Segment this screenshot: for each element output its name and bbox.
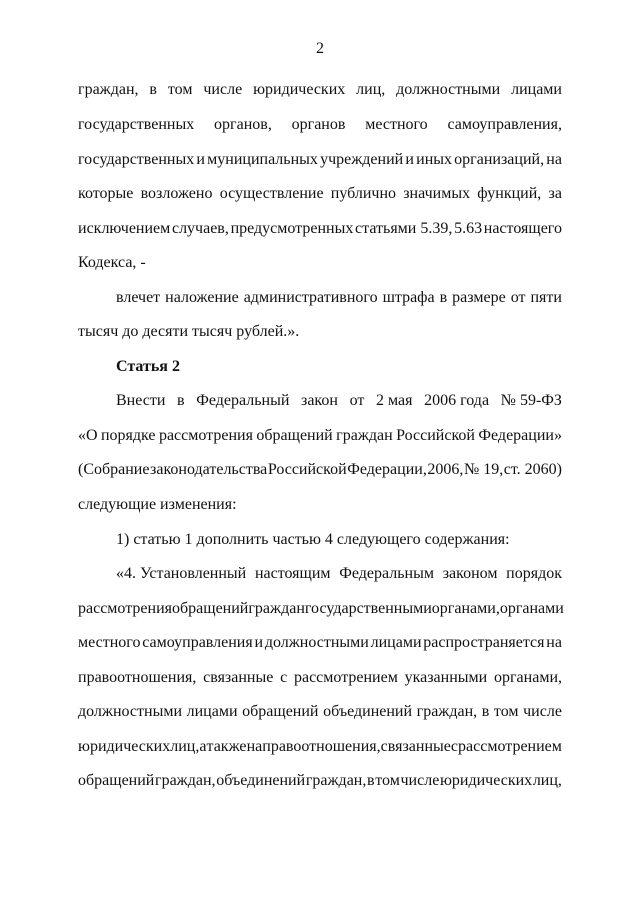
text-line [78,426,562,446]
word: порядке [100,427,156,444]
word: должностными [78,703,183,720]
word: на [246,738,263,755]
word: закон [301,392,338,409]
word: исключением [78,220,171,237]
text-line [78,219,562,239]
word: лицами [511,81,562,98]
word: Федеральный [196,392,290,409]
text-line [78,460,562,480]
word: граждан, [78,81,139,98]
word: на [546,634,562,651]
word: самоуправления, [447,116,562,133]
word: органами, [431,600,500,617]
word: законом [442,565,498,582]
page-number: 2 [316,40,324,57]
text-line [116,564,562,584]
word: случаев, [171,220,229,237]
word: обращений [256,427,333,444]
word: № 59-ФЗ [500,392,562,409]
word: связанные [203,669,274,686]
word: лицами [186,703,238,720]
word: самоуправления [142,634,253,651]
word: порядок [506,565,562,582]
word: граждан, [155,772,216,789]
word: обращений [172,600,249,617]
word: предусмотренных [230,220,354,237]
text-line: тысяч до десяти тысяч рублей.». [78,323,300,340]
word: а [199,738,207,755]
word: том [375,772,400,789]
word: административного [243,289,378,306]
text-line [78,633,562,653]
word: иных [416,151,452,168]
word: от [349,392,365,409]
word: правоотношения, [78,669,197,686]
text-line [78,737,562,757]
text-line [78,184,562,204]
word: органов, [214,116,272,133]
word: должностными [396,81,501,98]
word: числе [523,703,562,720]
word: в [149,81,157,98]
text-line [78,702,562,722]
word: граждан, [305,772,367,789]
word: граждан [248,600,305,617]
word: должностными [264,634,369,651]
word: настоящим [254,565,331,582]
text-line [78,150,562,170]
word: и [405,151,414,168]
word: ст. 2060) [503,461,562,478]
word: лиц, [170,738,200,755]
word: Российской [396,427,475,444]
word: с [280,669,288,686]
word: от [510,289,526,306]
word: в [481,703,490,720]
word: лиц, [532,772,562,789]
word: на [546,151,562,168]
word: осуществление [219,185,324,202]
word: рассмотрением [293,669,398,686]
word: объединений [216,772,306,789]
word: обращений [242,703,319,720]
word: функций, [477,185,542,202]
word: юридических [78,738,171,755]
text-line: 1) статью 1 дополнить частью 4 следующего содержания: [116,531,510,548]
word: местного [78,634,141,651]
word: органов [291,116,346,133]
word: и [196,151,205,168]
word: государственных [78,116,195,133]
word: том [493,703,519,720]
word: Российской [267,461,347,478]
text-line: следующие изменения: [78,496,237,513]
text-line [116,391,562,411]
word: числе [400,772,440,789]
word: рассмотрением [458,738,562,755]
word: лиц, [356,81,386,98]
word: Федерации, [347,461,427,478]
word: правоотношения, [262,738,381,755]
word: в [439,289,448,306]
text-line [116,288,562,308]
word: с [450,738,458,755]
word: рассмотрения [78,600,172,617]
word: 5.63 [454,220,483,237]
word: учреждений [320,151,404,168]
text-line [78,771,562,791]
word: государственных [78,151,195,168]
word: 2 мая [375,392,413,409]
word: Внести [116,392,166,409]
word: муниципальных [207,151,318,168]
word: указанными [404,669,488,686]
word: в [177,392,185,409]
word: местного [365,116,428,133]
word: юридических [439,772,533,789]
word: размере [452,289,506,306]
text-line [78,668,562,688]
word: № 19, [463,461,504,478]
word: настоящего [483,220,562,237]
word: статьями 5.39, [355,220,453,237]
word: организаций, [454,151,545,168]
word: публично [330,185,397,202]
word: связанные [380,738,451,755]
text-line [78,115,562,135]
word: значимых [403,185,471,202]
text-line [78,80,562,100]
word: объединений [323,703,413,720]
word: обращений [78,772,155,789]
word: лицами [370,634,422,651]
word: и [254,634,264,651]
word: законодательства [150,461,268,478]
word: государственными [304,600,432,617]
word: распространяется [423,634,545,651]
word: Федеральным [339,565,434,582]
word: 2006, [427,461,464,478]
word: органами [499,600,564,617]
word: возложено [140,185,213,202]
word: числе [203,81,243,98]
word: влечет [116,289,161,306]
word: граждан [336,427,393,444]
word: 2006 года [424,392,490,409]
word: том [167,81,193,98]
word: Федерации» [478,427,562,444]
word: (Собрание [78,461,150,478]
word: которые [78,185,134,202]
word: «О [78,427,98,444]
word: органами, [493,669,562,686]
word: «4. Установленный [116,565,247,582]
word: граждан, [416,703,478,720]
word: за [548,185,562,202]
text-line [78,599,562,619]
word: рассмотрения [158,427,253,444]
word: штрафа [382,289,435,306]
word: наложение [165,289,239,306]
word: юридических [253,81,346,98]
word: пяти [530,289,562,306]
text-line: Кодекса, - [78,254,146,271]
article-heading: Статья 2 [116,358,180,375]
word: в [367,772,375,789]
word: также [206,738,247,755]
